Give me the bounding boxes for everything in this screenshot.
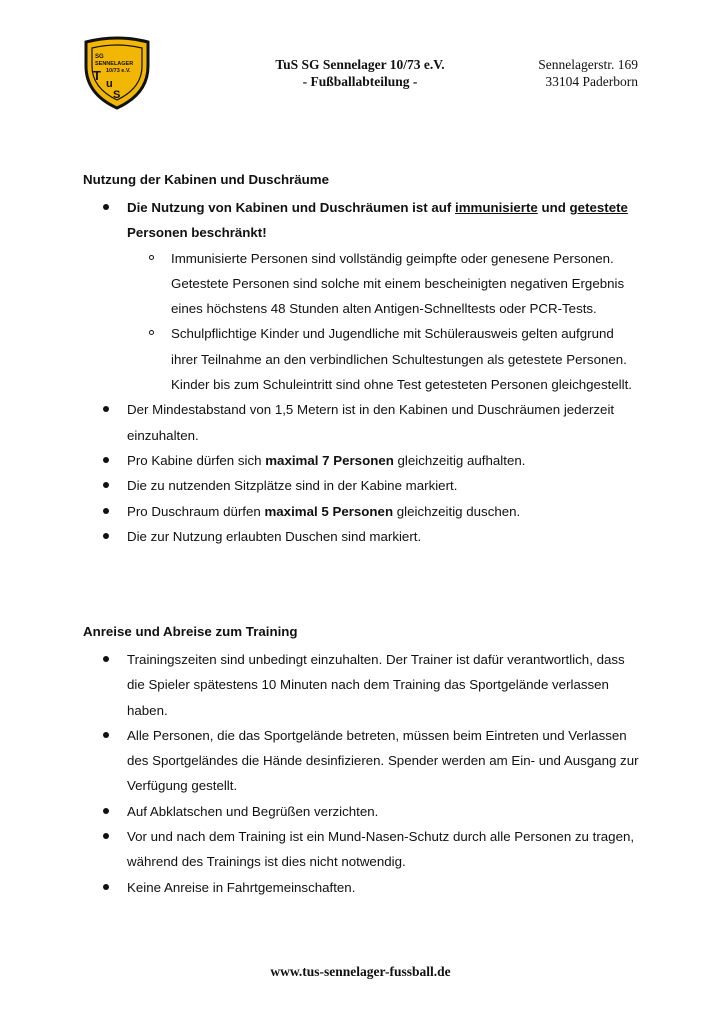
bullet-icon — [103, 508, 109, 514]
list-item-text: Die Nutzung von Kabinen und Duschräumen ist auf immunisierte und getestete Personen beschränkt! — [127, 200, 628, 241]
club-crest-icon — [82, 36, 152, 110]
logo-text-sg: SG — [95, 54, 104, 60]
sub-list-item-text: Immunisierte Personen sind vollständig geimpfte oder genesene Personen. Getestete Personen sind solche mit einem bescheinigten negativen Ergebnis eines höchstens 48 Stunden alten Antigen-Schnelltests oder PCR-Tests. — [171, 250, 625, 317]
list-item — [83, 723, 643, 799]
department-name: - Fußballabteilung - — [302, 74, 418, 89]
sub-list — [127, 246, 643, 398]
logo-text-year: 10/73 e.V. — [106, 68, 131, 74]
section-heading: Anreise und Abreise zum Training — [83, 624, 298, 639]
logo-text-sennelager: SENNELAGER — [95, 61, 134, 67]
bullet-icon — [103, 482, 109, 488]
list-item — [83, 397, 643, 448]
footer-website: www.tus-sennelager-fussball.de — [270, 964, 451, 979]
bullet-list — [83, 647, 643, 900]
address-street: Sennelagerstr. 169 — [538, 57, 638, 72]
sub-list-item-text: Schulpflichtige Kinder und Jugendliche mit Schülerausweis gelten aufgrund ihrer Teilnahme an den verbindlichen Schultestungen als getestete Personen. Kinder bis zum Schuleintritt sind ohne Test getesteten Personen gleichgestellt. — [171, 326, 632, 393]
address-city: 33104 Paderborn — [545, 74, 638, 89]
list-item: Pro Kabine dürfen sich maximal 7 Personen gleichzeitig aufhalten. — [83, 448, 643, 473]
logo-text-t: T — [93, 68, 101, 83]
bullet-icon — [103, 533, 109, 539]
club-name: TuS SG Sennelager 10/73 e.V. — [275, 57, 445, 72]
list-item — [83, 195, 643, 397]
sub-list-item — [127, 246, 643, 322]
circle-bullet-icon — [149, 255, 154, 260]
bullet-icon — [103, 204, 109, 210]
list-item — [83, 824, 643, 875]
list-item — [83, 524, 643, 549]
list-item — [83, 473, 643, 498]
list-item-text: Die zu nutzenden Sitzplätze sind in der Kabine markiert. — [127, 478, 458, 494]
sub-list-item — [127, 321, 643, 397]
logo-text-u: u — [106, 78, 113, 90]
list-item-text: Auf Abklatschen und Begrüßen verzichten. — [127, 803, 379, 819]
bullet-list — [83, 195, 643, 549]
list-item — [83, 799, 643, 824]
logo-text-s: S — [113, 89, 121, 101]
circle-bullet-icon — [149, 330, 154, 335]
list-item-text: Die zur Nutzung erlaubten Duschen sind markiert. — [127, 528, 422, 544]
section-changing-rooms — [83, 170, 643, 549]
bullet-icon — [103, 732, 109, 738]
section-travel-to-training — [83, 622, 643, 900]
bullet-icon — [103, 406, 109, 412]
list-item-text: Keine Anreise in Fahrtgemeinschaften. — [127, 879, 356, 895]
list-item — [83, 875, 643, 900]
section-heading: Nutzung der Kabinen und Duschräume — [83, 172, 330, 187]
club-header — [240, 56, 480, 90]
list-item-text: Vor und nach dem Training ist ein Mund-Nasen-Schutz durch alle Personen zu tragen, während des Trainings ist dies nicht notwendig. — [127, 829, 635, 870]
bullet-icon — [103, 884, 109, 890]
bullet-icon — [103, 656, 109, 662]
list-item-text: Der Mindestabstand von 1,5 Metern ist in den Kabinen und Duschräumen jederzeit einzuhalten. — [127, 402, 615, 443]
list-item — [83, 647, 643, 723]
club-address — [478, 56, 638, 90]
list-item-text: Trainingszeiten sind unbedingt einzuhalten. Der Trainer ist dafür verantwortlich, dass die Spieler spätestens 10 Minuten nach dem Training das Sportgelände verlassen haben. — [127, 652, 625, 718]
list-item-text: Alle Personen, die das Sportgelände betreten, müssen beim Eintreten und Verlassen des Sportgeländes die Hände desinfizieren. Spender werden am Ein- und Ausgang zur Verfügung gestellt. — [127, 727, 639, 794]
list-item: Pro Duschraum dürfen maximal 5 Personen gleichzeitig duschen. — [83, 499, 643, 524]
bullet-icon — [103, 457, 109, 463]
bullet-icon — [103, 833, 109, 839]
bullet-icon — [103, 808, 109, 814]
